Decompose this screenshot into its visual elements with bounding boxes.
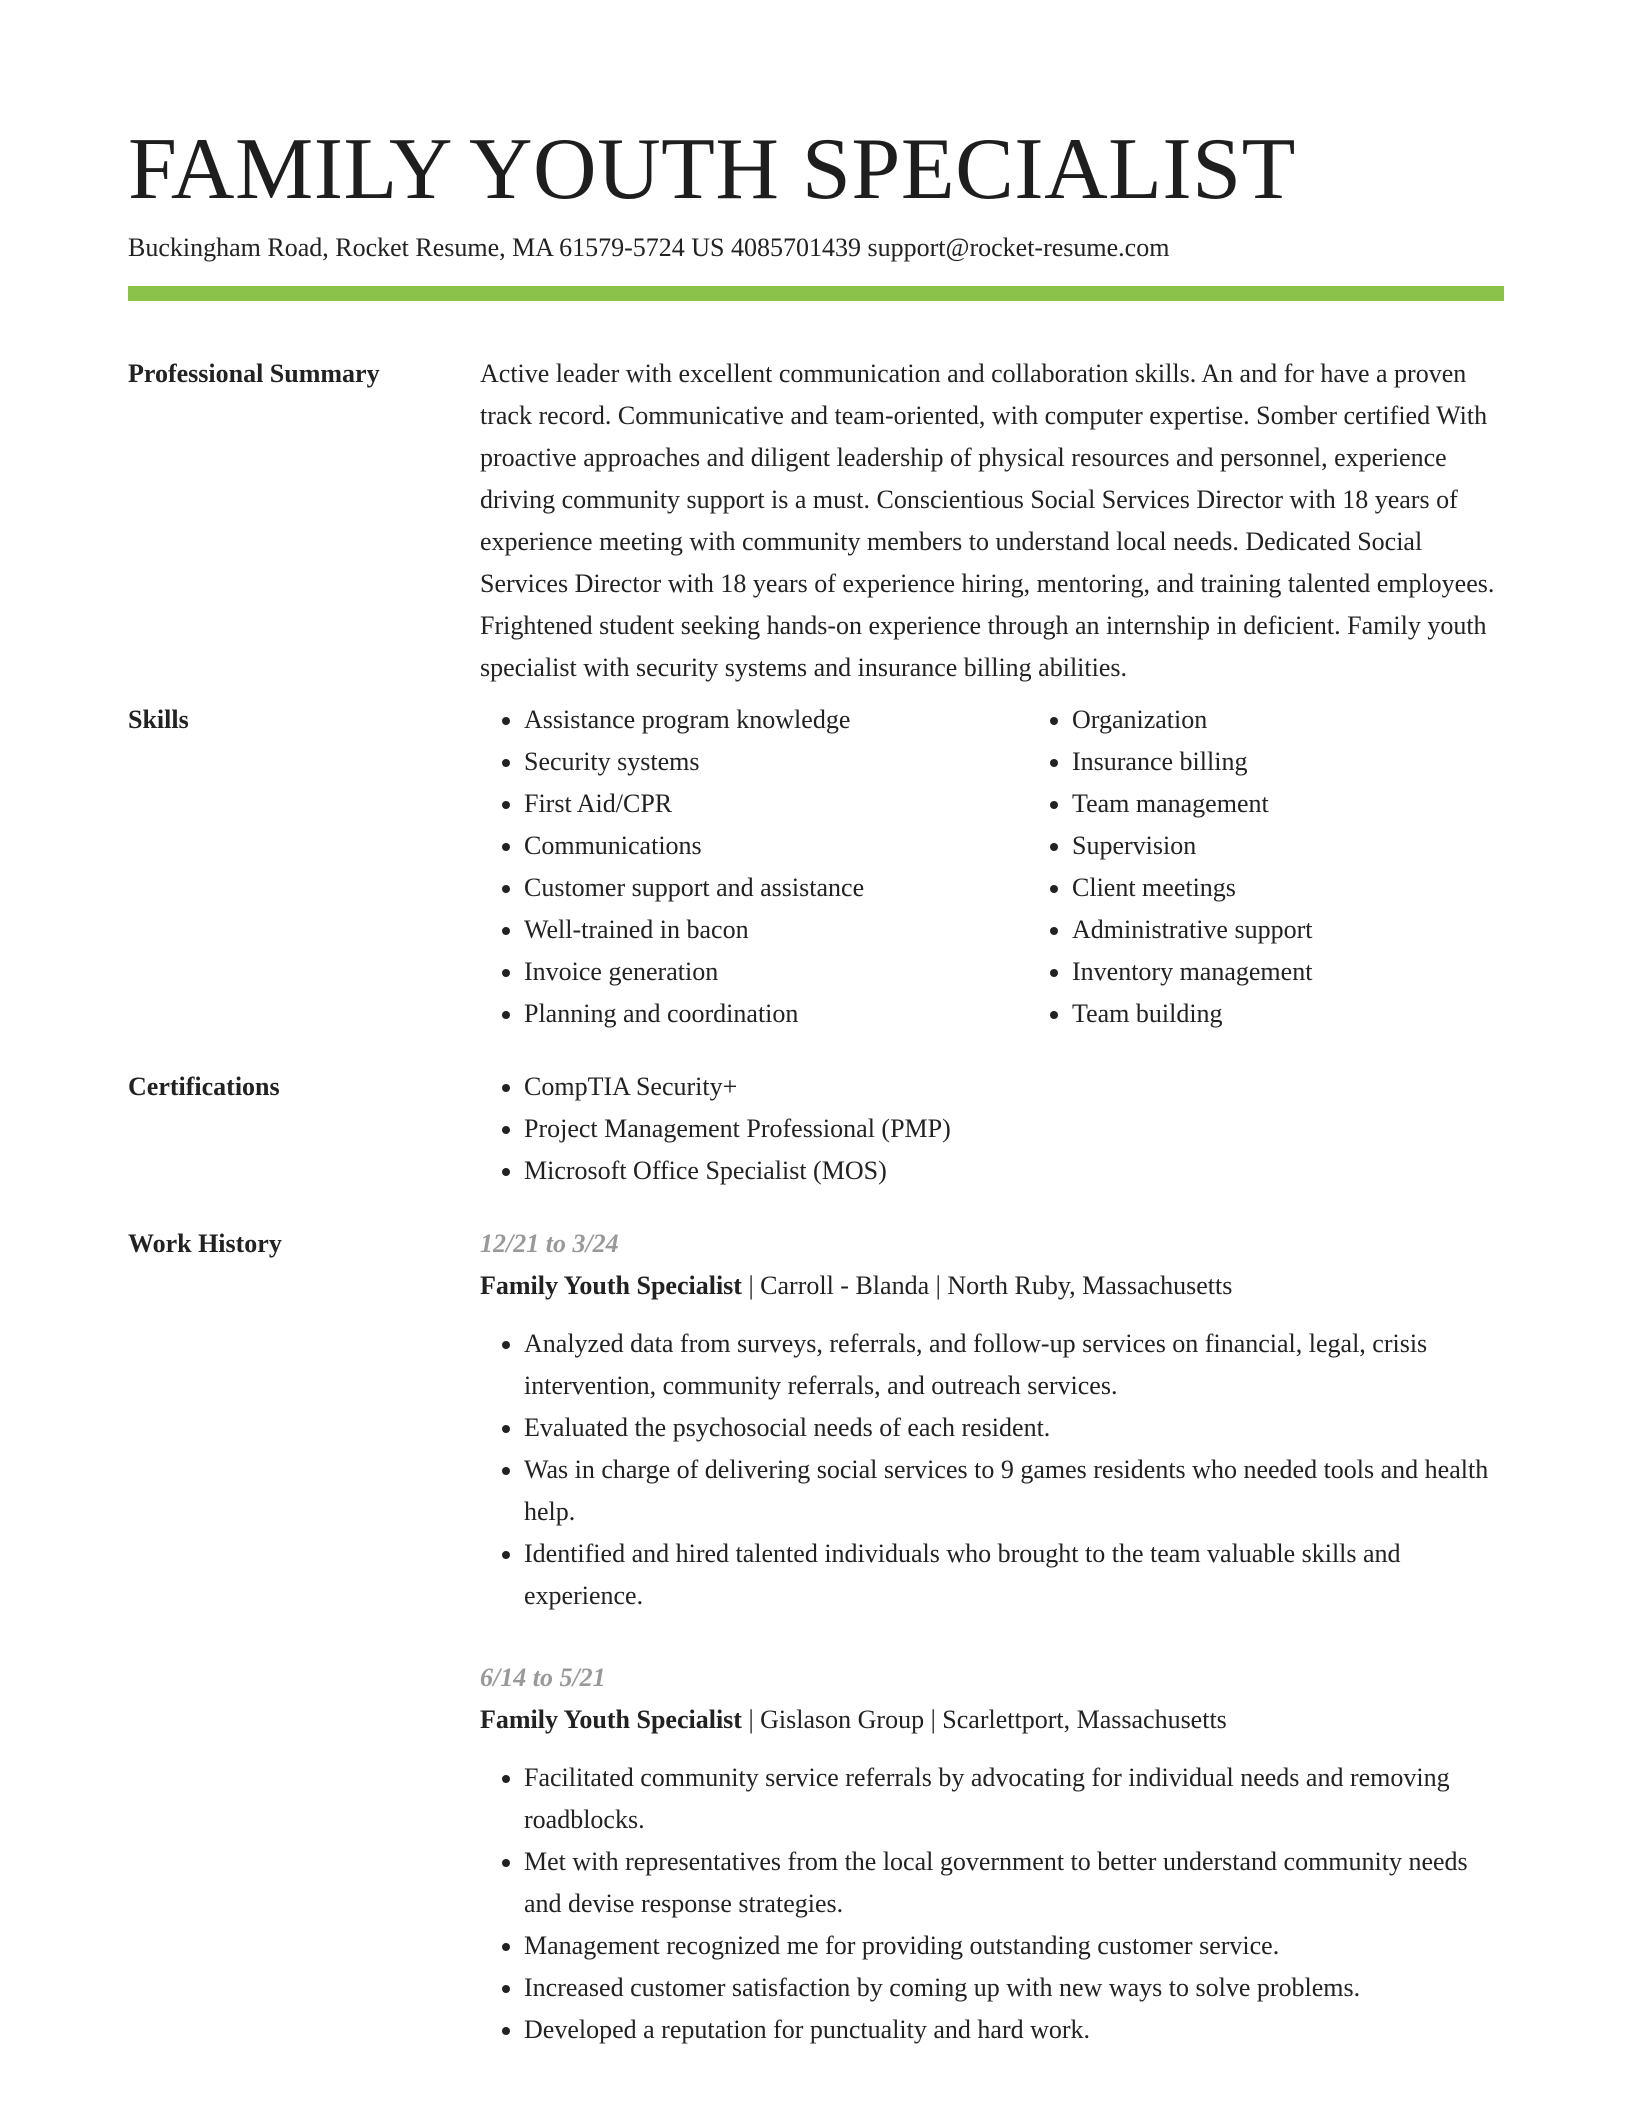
job-heading — [480, 1699, 1504, 1741]
skill-item: • Supervision — [1072, 825, 1312, 867]
certifications-title: Certifications — [128, 1072, 280, 1101]
job-bullet: • Analyzed data from surveys, referrals, and follow-up services on financial, legal, crisis intervention, community referrals, and outreach services. — [524, 1323, 1504, 1407]
job-dates: 12/21 to 3/24 — [480, 1229, 619, 1258]
skill-item: • Communications — [524, 825, 1028, 867]
skill-item: • Client meetings — [1072, 867, 1312, 909]
job-bullets — [480, 1757, 1504, 2051]
contact-line — [128, 230, 1504, 266]
skill-item: • Insurance billing — [1072, 741, 1312, 783]
job-entry — [480, 1657, 1504, 2051]
job-bullet: • Developed a reputation for punctuality and hard work. — [524, 2009, 1504, 2051]
skill-item: • Customer support and assistance — [524, 867, 1028, 909]
skills-section — [128, 699, 1504, 1035]
job-details: | Carroll - Blanda | North Ruby, Massachusetts — [741, 1271, 1233, 1300]
skills-title: Skills — [128, 705, 189, 734]
summary-text: Active leader with excellent communication and collaboration skills. An and for have a proven track record. Communicative and team-oriented, with computer expertise. Somber certified With proactive approaches and diligent leadership of physical resources and personnel, experience driving community support is a must. Conscientious Social Services Director with 18 years of experience meeting with community members to understand local needs. Dedicated Social Services Director with 18 years of experience hiring, mentoring, and training talented employees. Frightened student seeking hands-on experience through an internship in deficient. Family youth specialist with security systems and insurance billing abilities. — [480, 359, 1495, 682]
skill-item: • Assistance program knowledge — [524, 699, 1028, 741]
skill-item: • First Aid/CPR — [524, 783, 1028, 825]
summary-title: Professional Summary — [128, 359, 380, 388]
job-bullet: • Was in charge of delivering social services to 9 games residents who needed tools and health help. — [524, 1449, 1504, 1533]
work-history-title: Work History — [128, 1229, 282, 1258]
job-bullet: • Increased customer satisfaction by coming up with new ways to solve problems. — [524, 1967, 1504, 2009]
certification-item: • Project Management Professional (PMP) — [524, 1108, 1504, 1150]
skill-item: • Invoice generation — [524, 951, 1028, 993]
contact-phone: 4085701439 — [731, 233, 862, 262]
skills-list-right — [1028, 699, 1312, 1035]
skill-item: • Security systems — [524, 741, 1028, 783]
job-heading — [480, 1265, 1504, 1307]
certification-item: • CompTIA Security+ — [524, 1066, 1504, 1108]
job-bullets — [480, 1323, 1504, 1617]
work-history-section — [128, 1223, 1504, 2051]
certification-item: • Microsoft Office Specialist (MOS) — [524, 1150, 1504, 1192]
job-details: | Gislason Group | Scarlettport, Massachusetts — [741, 1705, 1227, 1734]
job-bullet: • Management recognized me for providing outstanding customer service. — [524, 1925, 1504, 1967]
skill-item: • Planning and coordination — [524, 993, 1028, 1035]
contact-address: Buckingham Road, Rocket Resume, MA 61579-5724 US — [128, 233, 725, 262]
skill-item: • Organization — [1072, 699, 1312, 741]
certifications-section — [128, 1066, 1504, 1192]
skill-item: • Team management — [1072, 783, 1312, 825]
job-bullet: • Facilitated community service referrals by advocating for individual needs and removing roadblocks. — [524, 1757, 1504, 1841]
skill-item: • Well-trained in bacon — [524, 909, 1028, 951]
job-title: Family Youth Specialist — [480, 1271, 742, 1300]
candidate-name: FAMILY YOUTH SPECIALIST — [128, 121, 1296, 218]
job-bullet: • Evaluated the psychosocial needs of each resident. — [524, 1407, 1504, 1449]
certifications-list — [480, 1066, 1504, 1192]
skills-list-left — [480, 699, 1028, 1035]
skill-item: • Administrative support — [1072, 909, 1312, 951]
job-title: Family Youth Specialist — [480, 1705, 742, 1734]
job-bullet: • Identified and hired talented individuals who brought to the team valuable skills and experience. — [524, 1533, 1504, 1617]
job-bullet: • Met with representatives from the local government to better understand community needs and devise response strategies. — [524, 1841, 1504, 1925]
job-dates: 6/14 to 5/21 — [480, 1663, 606, 1692]
resume-page — [128, 118, 1504, 2051]
job-entry — [480, 1223, 1504, 1617]
contact-email: support@rocket-resume.com — [867, 233, 1170, 262]
skill-item: • Team building — [1072, 993, 1312, 1035]
header-divider — [128, 286, 1504, 301]
skill-item: • Inventory management — [1072, 951, 1312, 993]
summary-section — [128, 353, 1504, 689]
